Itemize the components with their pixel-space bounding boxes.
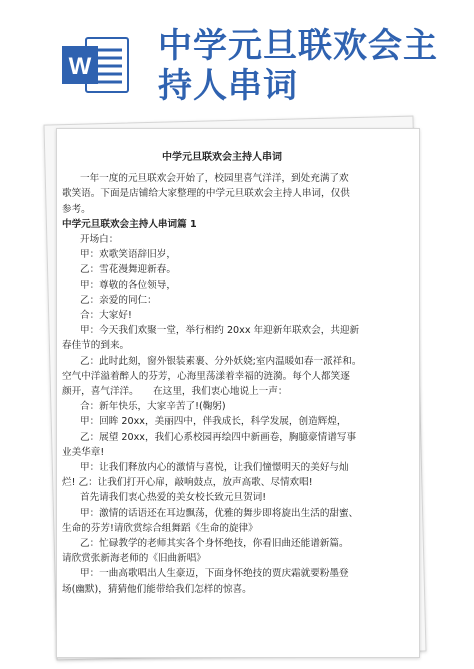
document-line: 一年一度的元旦联欢会开始了，校园里喜气洋洋，到处充满了欢 [80,173,349,185]
banner-title [158,26,438,106]
section-heading: 中学元旦联欢会主持人串词篇 1 [62,218,197,230]
document-line: 甲：回眸 20xx，美丽四中，伴我成长，科学发展，创造辉煌， [80,416,347,428]
document-line: 请欣赏张新海老师的《旧曲新唱》 [62,553,206,565]
document-line: 甲：今天我们欢聚一堂，举行相约 20xx 年迎新年联欢会，共迎新 [80,325,360,337]
document-line: 业美华章! [62,446,105,458]
word-logo-letter: W [68,53,92,80]
document-line: 甲：尊敬的各位领导， [80,279,176,291]
banner-title-line-2: 持人串词 [158,66,298,106]
header-banner [0,0,474,110]
document-line: 参考。 [62,203,91,215]
document-line: 乙：此时此刻，窗外银装素裹、分外妖娆;室内温暖如春一派祥和。 [80,355,362,367]
document-line: 乙：展望 20xx，我们心系校园再绘四中新画卷，胸臆豪情谱写事 [80,431,357,443]
document-line: 乙：亲爱的同仁： [80,294,157,306]
document-line: 开场白： [80,234,119,246]
document-line: 合：大家好! [80,310,132,322]
document-line: 空气中洋溢着醉人的芬芳，心海里荡漾着幸福的涟漪。每个人都笑逐 [62,370,350,382]
document-body [62,150,382,597]
document-lines [62,171,382,597]
document-line: 烂! 乙：让我们打开心扉，敲响鼓点，放声高歌、尽情欢唱! [62,477,313,489]
document-line: 甲：一曲高歌唱出人生豪迈，下面身怀绝技的贾庆霜就要粉墨登 [80,568,349,580]
document-line: 乙：忙碌教学的老师其实各个身怀绝技，你看旧曲还能谱新篇。 [80,538,349,550]
word-doc-icon [62,34,130,96]
document-line: 甲：激情的话语还在耳边飘荡，优雅的舞步即将旋出生活的甜蜜、 [80,507,359,519]
document-title: 中学元旦联欢会主持人串词 [162,152,282,163]
document-line: 歌笑语。下面是店铺给大家整理的中学元旦联欢会主持人串词，仅供 [62,188,350,200]
document-line: 甲：欢歌笑语辞旧岁， [80,249,176,261]
document-line: 颜开，喜气洋洋。 在这里，我们衷心地说上一声： [62,386,288,398]
document-line: 场(幽默)，猜猜他们能带给我们怎样的惊喜。 [62,583,252,595]
document-line: 合：新年快乐，大家辛苦了!(鞠躬) [80,401,226,413]
document-line: 生命的芬芳!请欣赏综合组舞蹈《生命的旋律》 [62,522,258,534]
document-line: 首先请我们衷心热爱的美女校长致元旦贺词! [80,492,267,504]
document-line: 甲：让我们释放内心的激情与喜悦，让我们憧憬明天的美好与灿 [80,462,349,474]
banner-title-line-1: 中学元旦联欢会主 [158,26,438,66]
document-line: 春佳节的到来。 [62,340,130,352]
document-line: 乙：雪花漫舞迎新春。 [80,264,176,276]
